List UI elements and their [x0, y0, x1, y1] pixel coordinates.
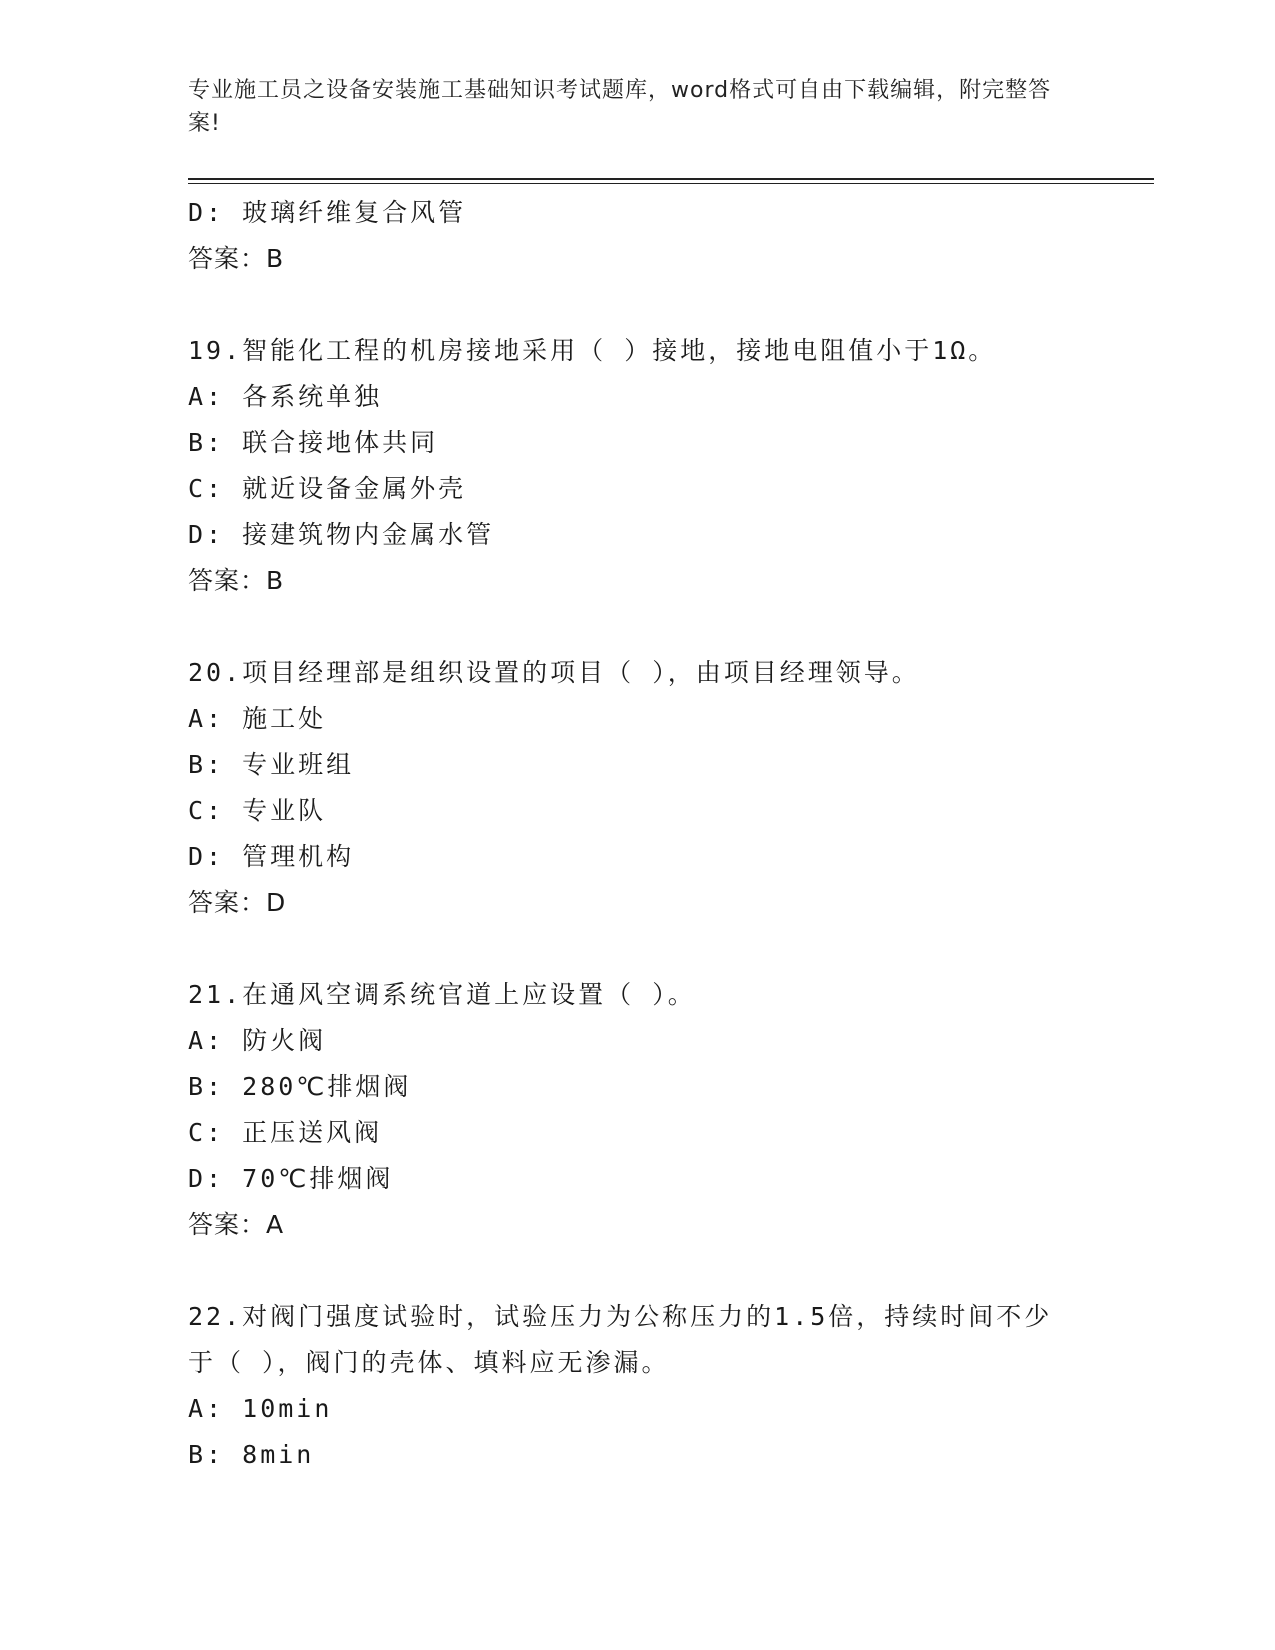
spacer [188, 282, 1128, 328]
q22-option-a: A: 10min [188, 1394, 333, 1423]
spacer [188, 1248, 1128, 1294]
document-header: 专业施工员之设备安装施工基础知识考试题库，word格式可自由下载编辑，附完整答案! [188, 78, 1052, 136]
q21-option-a: A: 防火阀 [188, 1026, 327, 1055]
q21-stem: 21.在通风空调系统官道上应设置（ ）。 [188, 980, 696, 1009]
q21-answer: 答案：A [188, 1210, 285, 1239]
q20-option-b: B: 专业班组 [188, 750, 355, 779]
q20-answer: 答案：D [188, 888, 287, 917]
q19-option-c: C: 就近设备金属外壳 [188, 474, 467, 503]
q20-option-c: C: 专业队 [188, 796, 327, 825]
q21-option-b: B: 280℃排烟阀 [188, 1072, 412, 1101]
q19-option-a: A: 各系统单独 [188, 382, 383, 411]
q22-stem-line1: 22.对阀门强度试验时，试验压力为公称压力的1.5倍，持续时间不少 [188, 1302, 1053, 1331]
prev-option-d: D: 玻璃纤维复合风管 [188, 198, 467, 227]
question-list [188, 190, 1128, 1478]
prev-answer: 答案：B [188, 244, 285, 273]
q20-option-a: A: 施工处 [188, 704, 327, 733]
spacer [188, 604, 1128, 650]
q19-answer: 答案：B [188, 566, 285, 595]
q22-option-b: B: 8min [188, 1440, 315, 1469]
q21-option-c: C: 正压送风阀 [188, 1118, 383, 1147]
header-rule-thick [188, 178, 1154, 180]
q19-option-d: D: 接建筑物内金属水管 [188, 520, 495, 549]
header-rule-thin [188, 183, 1154, 184]
q19-option-b: B: 联合接地体共同 [188, 428, 439, 457]
q19-stem: 19.智能化工程的机房接地采用（ ）接地，接地电阻值小于1Ω。 [188, 336, 997, 365]
q20-stem: 20.项目经理部是组织设置的项目（ ），由项目经理领导。 [188, 658, 920, 687]
q20-option-d: D: 管理机构 [188, 842, 355, 871]
q21-option-d: D: 70℃排烟阀 [188, 1164, 394, 1193]
q22-stem-line2: 于（ ），阀门的壳体、填料应无渗漏。 [188, 1348, 670, 1377]
spacer [188, 926, 1128, 972]
